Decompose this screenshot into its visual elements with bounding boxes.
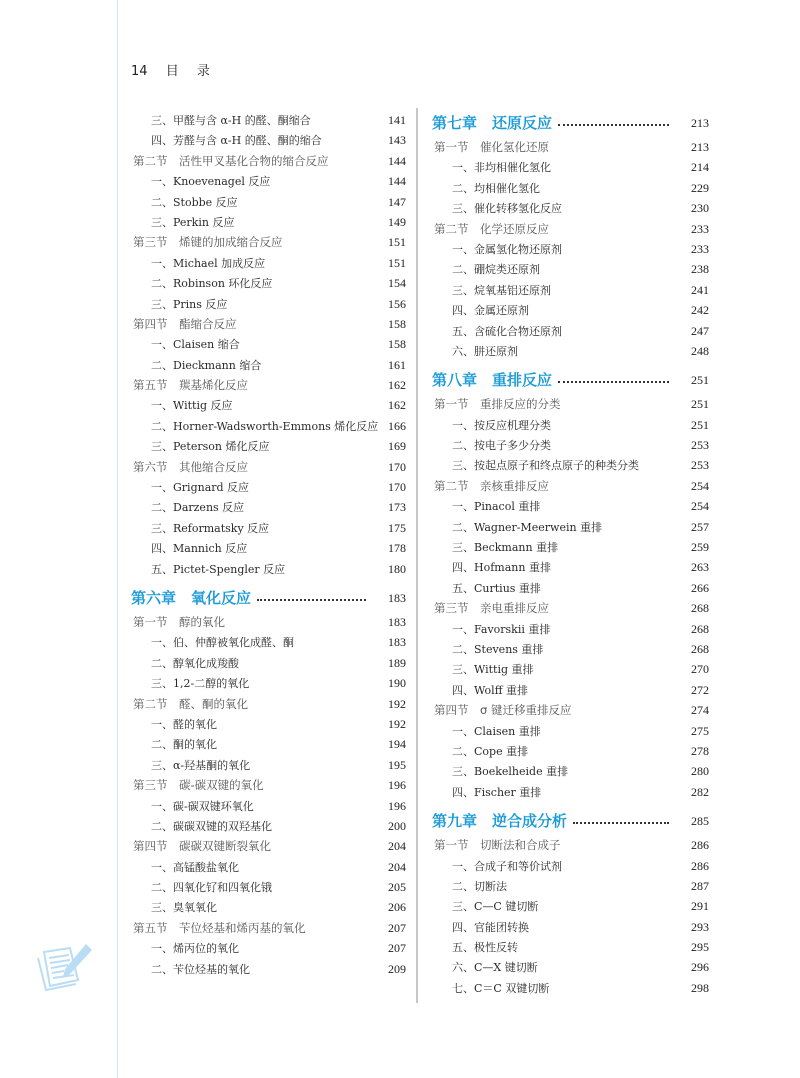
toc-page-number: 268 xyxy=(691,601,709,616)
toc-page-number: 293 xyxy=(691,919,709,934)
toc-entry-title: 第四节 σ 键迁移重排反应 xyxy=(434,703,572,718)
toc-entry-title: 第一节 切断法和合成子 xyxy=(434,838,561,853)
toc-page-number: 254 xyxy=(691,478,709,493)
toc-entry xyxy=(131,355,406,375)
toc-entry xyxy=(432,415,709,435)
header-title-2: 录 xyxy=(196,64,210,79)
toc-entry-title: 一、伯、仲醇被氧化成醛、酮 xyxy=(151,636,294,650)
toc-page-number: 151 xyxy=(388,235,406,250)
toc-right-column xyxy=(432,110,709,998)
toc-entry xyxy=(131,171,406,191)
page-number: 14 xyxy=(131,64,148,79)
toc-page-number: 190 xyxy=(388,676,406,691)
toc-entry xyxy=(131,959,406,979)
toc-page-number: 192 xyxy=(388,696,406,711)
toc-page-number: 286 xyxy=(691,858,709,873)
toc-page-number: 143 xyxy=(388,133,406,148)
toc-entry-title: 三、甲醛与含 α-H 的醛、酮缩合 xyxy=(151,114,311,127)
toc-page-number: 254 xyxy=(691,499,709,514)
dot-leader xyxy=(573,822,669,824)
toc-page-number: 282 xyxy=(691,784,709,799)
toc-entry xyxy=(432,537,709,557)
toc-section xyxy=(432,835,709,855)
toc-page-number: 251 xyxy=(691,373,709,388)
toc-page-number: 213 xyxy=(691,140,709,154)
toc-page-number: 268 xyxy=(691,641,709,656)
toc-page-number: 169 xyxy=(388,439,406,454)
toc-entry xyxy=(432,856,709,876)
toc-page-number: 206 xyxy=(388,900,406,915)
toc-entry xyxy=(131,395,406,415)
toc-page-number: 205 xyxy=(388,880,406,895)
toc-entry xyxy=(131,477,406,497)
toc-entry-title: 三、Reformatsky 反应 xyxy=(151,521,270,535)
toc-entry-title: 三、Beckmann 重排 xyxy=(452,541,559,555)
dot-leader xyxy=(257,599,366,601)
toc-entry xyxy=(131,130,406,150)
toc-entry-title: 六、肼还原剂 xyxy=(452,344,518,358)
toc-page-number: 278 xyxy=(691,743,709,758)
toc-entry-title: 一、Wittig 反应 xyxy=(151,399,233,413)
toc-page-number: 287 xyxy=(691,878,709,893)
toc-entry-title: 二、按电子多少分类 xyxy=(452,439,551,453)
toc-entry xyxy=(432,280,709,300)
toc-page-number: 270 xyxy=(691,662,709,677)
toc-entry-title: 第二节 活性甲叉基化合物的缩合反应 xyxy=(133,153,329,168)
toc-entry-title: 一、醛的氧化 xyxy=(151,717,217,731)
toc-entry-title: 二、醇氧化成羧酸 xyxy=(151,656,239,670)
toc-entry-title: 四、Hofmann 重排 xyxy=(452,561,551,575)
toc-entry-title: 第五节 苄位烃基和烯丙基的氧化 xyxy=(133,920,306,935)
toc-page-number: 204 xyxy=(388,859,406,874)
toc-entry-title: 第三节 碳-碳双键的氧化 xyxy=(133,778,264,793)
toc-chapter xyxy=(432,808,709,834)
toc-entry xyxy=(131,653,406,673)
toc-entry xyxy=(131,192,406,212)
toc-section xyxy=(432,394,709,414)
toc-page-number: 141 xyxy=(388,113,406,127)
toc-entry-title: 三、α-羟基酮的氧化 xyxy=(151,758,251,772)
toc-section xyxy=(131,151,406,171)
toc-page-number: 207 xyxy=(388,920,406,935)
toc-entry xyxy=(131,110,406,130)
toc-section xyxy=(432,700,709,720)
header-title-1: 目 xyxy=(165,64,179,79)
toc-section xyxy=(131,457,406,477)
toc-page-number: 298 xyxy=(691,980,709,995)
toc-entry xyxy=(432,496,709,516)
toc-entry-title: 五、Pictet-Spengler 反应 xyxy=(151,562,286,576)
toc-entry xyxy=(131,897,406,917)
toc-entry xyxy=(432,198,709,218)
toc-entry-title: 二、Cope 重排 xyxy=(452,744,529,758)
toc-page-number: 257 xyxy=(691,519,709,534)
toc-entry xyxy=(432,557,709,577)
toc-entry xyxy=(432,978,709,998)
toc-page-number: 189 xyxy=(388,655,406,670)
toc-chapter xyxy=(131,585,406,611)
toc-page-number: 149 xyxy=(388,214,406,229)
toc-page-number: 291 xyxy=(691,899,709,914)
toc-page-number: 158 xyxy=(388,337,406,352)
toc-page-number: 158 xyxy=(388,316,406,331)
toc-section xyxy=(131,775,406,795)
toc-page-number: 154 xyxy=(388,276,406,291)
toc-page-number: 230 xyxy=(691,201,709,216)
toc-entry xyxy=(432,782,709,802)
toc-page-number: 170 xyxy=(388,480,406,495)
toc-entry xyxy=(432,578,709,598)
toc-entry xyxy=(432,957,709,977)
toc-entry xyxy=(432,937,709,957)
toc-entry-title: 第一节 醇的氧化 xyxy=(133,614,225,629)
toc-page-number: 229 xyxy=(691,180,709,195)
toc-entry xyxy=(432,639,709,659)
toc-entry-title: 第八章 重排反应 xyxy=(432,371,553,390)
toc-entry xyxy=(131,253,406,273)
toc-page-number: 272 xyxy=(691,682,709,697)
toc-page-number: 161 xyxy=(388,357,406,372)
toc-entry xyxy=(131,714,406,734)
toc-entry-title: 第九章 逆合成分析 xyxy=(432,812,568,831)
toc-entry-title: 三、Peterson 烯化反应 xyxy=(151,440,270,454)
toc-entry-title: 三、Wittig 重排 xyxy=(452,663,534,677)
toc-entry-title: 三、C—C 键切断 xyxy=(452,900,539,914)
toc-entry-title: 一、烯丙位的氧化 xyxy=(151,942,239,956)
toc-entry xyxy=(432,917,709,937)
toc-entry xyxy=(131,497,406,517)
column-divider xyxy=(416,108,418,1003)
margin-line xyxy=(117,0,118,1078)
toc-entry xyxy=(432,761,709,781)
toc-page-number: 196 xyxy=(388,798,406,813)
toc-entry xyxy=(432,517,709,537)
toc-entry-title: 五、Curtius 重排 xyxy=(452,581,541,595)
toc-entry-title: 第五节 羰基烯化反应 xyxy=(133,378,248,393)
toc-entry xyxy=(432,239,709,259)
toc-entry xyxy=(131,436,406,456)
toc-page-number: 147 xyxy=(388,194,406,209)
toc-left-column xyxy=(131,110,406,979)
toc-entry-title: 第四节 酯缩合反应 xyxy=(133,316,237,331)
toc-entry-title: 第七章 还原反应 xyxy=(432,114,553,132)
toc-entry-title: 二、Horner-Wadsworth-Emmons 烯化反应 xyxy=(151,419,379,433)
toc-entry xyxy=(131,877,406,897)
toc-entry xyxy=(131,734,406,754)
toc-entry-title: 三、按起点原子和终点原子的种类分类 xyxy=(452,459,639,473)
toc-entry-title: 一、高锰酸盐氧化 xyxy=(151,860,239,874)
toc-section xyxy=(432,476,709,496)
toc-page-number: 204 xyxy=(388,839,406,854)
toc-entry xyxy=(131,273,406,293)
toc-entry xyxy=(432,876,709,896)
toc-page-number: 214 xyxy=(691,160,709,175)
toc-entry-title: 一、Favorskii 重排 xyxy=(452,622,551,636)
toc-entry xyxy=(131,796,406,816)
toc-entry-title: 一、非均相催化氢化 xyxy=(452,161,551,175)
toc-page-number: 266 xyxy=(691,580,709,595)
toc-entry xyxy=(131,212,406,232)
toc-entry-title: 第三节 亲电重排反应 xyxy=(434,601,549,616)
toc-entry xyxy=(432,300,709,320)
toc-section xyxy=(131,612,406,632)
toc-entry-title: 三、臭氧氧化 xyxy=(151,901,217,915)
toc-entry-title: 二、Wagner-Meerwein 重排 xyxy=(452,520,603,534)
toc-entry-title: 二、硼烷类还原剂 xyxy=(452,263,540,277)
page-header xyxy=(131,60,210,79)
toc-page-number: 286 xyxy=(691,838,709,853)
toc-section xyxy=(432,137,709,157)
toc-entry-title: 四、Wolff 重排 xyxy=(452,683,529,697)
toc-section xyxy=(131,836,406,856)
toc-page-number: 183 xyxy=(388,635,406,650)
toc-entry xyxy=(432,435,709,455)
toc-page-number: 183 xyxy=(388,590,406,605)
toc-entry-title: 三、Perkin 反应 xyxy=(151,215,235,229)
toc-page-number: 280 xyxy=(691,764,709,779)
toc-entry xyxy=(131,416,406,436)
toc-entry-title: 二、Robinson 环化反应 xyxy=(151,277,273,291)
toc-entry-title: 二、Darzens 反应 xyxy=(151,501,245,515)
toc-page-number: 196 xyxy=(388,778,406,793)
toc-page-number: 263 xyxy=(691,560,709,575)
toc-entry xyxy=(432,680,709,700)
toc-entry xyxy=(131,334,406,354)
toc-page-number: 173 xyxy=(388,500,406,515)
toc-page-number: 194 xyxy=(388,737,406,752)
toc-chapter xyxy=(432,367,709,393)
toc-entry-title: 二、切断法 xyxy=(452,879,507,893)
toc-entry-title: 第二节 化学还原反应 xyxy=(434,221,549,236)
toc-entry xyxy=(432,896,709,916)
toc-section xyxy=(131,918,406,938)
toc-entry-title: 一、Michael 加成反应 xyxy=(151,256,266,270)
toc-entry-title: 三、1,2-二醇的氧化 xyxy=(151,677,250,691)
toc-section xyxy=(432,598,709,618)
toc-page-number: 170 xyxy=(388,459,406,474)
toc-entry-title: 二、碳碳双键的双羟基化 xyxy=(151,819,272,833)
toc-page-number: 151 xyxy=(388,255,406,270)
toc-entry-title: 一、Grignard 反应 xyxy=(151,481,250,495)
toc-entry-title: 六、C—X 键切断 xyxy=(452,961,538,975)
toc-entry xyxy=(131,673,406,693)
toc-entry xyxy=(432,741,709,761)
toc-page-number: 242 xyxy=(691,303,709,318)
toc-entry-title: 三、Boekelheide 重排 xyxy=(452,765,569,779)
toc-entry-title: 第六章 氧化反应 xyxy=(131,588,252,607)
toc-entry xyxy=(432,321,709,341)
toc-entry-title: 四、Fischer 重排 xyxy=(452,785,542,799)
toc-page-number: 209 xyxy=(388,961,406,976)
toc-entry-title: 二、苄位烃基的氧化 xyxy=(151,962,250,976)
toc-page-number: 200 xyxy=(388,818,406,833)
toc-entry xyxy=(131,559,406,579)
toc-entry-title: 第六节 其他缩合反应 xyxy=(133,459,248,474)
toc-page-number: 233 xyxy=(691,221,709,236)
toc-entry-title: 五、极性反转 xyxy=(452,941,518,955)
toc-page-number: 268 xyxy=(691,621,709,636)
toc-page-number: 285 xyxy=(691,814,709,829)
toc-section xyxy=(432,219,709,239)
toc-entry xyxy=(131,294,406,314)
toc-entry xyxy=(432,259,709,279)
toc-entry-title: 第四节 碳碳双键断裂氧化 xyxy=(133,839,271,854)
toc-page-number: 247 xyxy=(691,323,709,338)
toc-page-number: 248 xyxy=(691,343,709,358)
toc-entry-title: 一、Claisen 重排 xyxy=(452,724,541,738)
toc-page-number: 238 xyxy=(691,262,709,277)
toc-page-number: 178 xyxy=(388,541,406,556)
toc-page-number: 275 xyxy=(691,723,709,738)
toc-chapter xyxy=(432,110,709,136)
toc-entry xyxy=(432,455,709,475)
toc-entry-title: 第二节 醛、酮的氧化 xyxy=(133,696,248,711)
toc-page-number: 162 xyxy=(388,378,406,393)
toc-entry xyxy=(432,721,709,741)
toc-entry-title: 第一节 催化氢化还原 xyxy=(434,140,549,154)
toc-page-number: 259 xyxy=(691,540,709,555)
toc-entry-title: 二、酮的氧化 xyxy=(151,738,217,752)
toc-entry-title: 一、Knoevenagel 反应 xyxy=(151,175,271,189)
toc-entry-title: 第一节 重排反应的分类 xyxy=(434,397,561,412)
toc-page-number: 192 xyxy=(388,716,406,731)
toc-page-number: 296 xyxy=(691,960,709,975)
toc-entry-title: 一、碳-碳双键环氧化 xyxy=(151,799,254,813)
notebook-pencil-icon xyxy=(34,940,94,1000)
toc-entry-title: 二、Dieckmann 缩合 xyxy=(151,358,262,372)
toc-entry-title: 三、烷氧基铝还原剂 xyxy=(452,283,551,297)
toc-page-number: 213 xyxy=(691,116,709,130)
toc-page-number: 241 xyxy=(691,282,709,297)
toc-page-number: 253 xyxy=(691,458,709,473)
dot-leader xyxy=(558,381,669,383)
toc-page-number: 183 xyxy=(388,614,406,629)
toc-section xyxy=(131,375,406,395)
toc-section xyxy=(131,694,406,714)
toc-entry xyxy=(131,816,406,836)
toc-entry-title: 四、官能团转换 xyxy=(452,920,529,934)
toc-entry-title: 一、合成子和等价试剂 xyxy=(452,859,562,873)
toc-page-number: 295 xyxy=(691,940,709,955)
toc-entry xyxy=(432,178,709,198)
toc-page-number: 274 xyxy=(691,703,709,718)
toc-entry-title: 一、Pinacol 重排 xyxy=(452,500,541,514)
toc-entry xyxy=(432,341,709,361)
toc-page-number: 166 xyxy=(388,418,406,433)
toc-page-number: 180 xyxy=(388,561,406,576)
toc-page-number: 144 xyxy=(388,153,406,168)
dot-leader xyxy=(558,124,669,126)
toc-entry-title: 第二节 亲核重排反应 xyxy=(434,478,549,493)
toc-page-number: 207 xyxy=(388,941,406,956)
toc-entry xyxy=(131,755,406,775)
toc-page-number: 251 xyxy=(691,417,709,432)
toc-page-number: 233 xyxy=(691,241,709,256)
toc-entry xyxy=(131,518,406,538)
toc-entry-title: 一、金属氢化物还原剂 xyxy=(452,242,562,256)
toc-entry-title: 二、均相催化氢化 xyxy=(452,181,540,195)
toc-page-number: 251 xyxy=(691,397,709,412)
toc-entry-title: 二、Stobbe 反应 xyxy=(151,195,238,209)
toc-entry-title: 一、按反应机理分类 xyxy=(452,418,551,432)
toc-page-number: 253 xyxy=(691,438,709,453)
toc-page-number: 162 xyxy=(388,398,406,413)
toc-entry-title: 一、Claisen 缩合 xyxy=(151,338,240,352)
toc-entry-title: 五、含硫化合物还原剂 xyxy=(452,324,562,338)
toc-page-number: 175 xyxy=(388,520,406,535)
toc-entry xyxy=(432,659,709,679)
toc-entry xyxy=(131,938,406,958)
toc-entry-title: 二、四氧化钌和四氧化锇 xyxy=(151,881,272,895)
toc-entry-title: 三、催化转移氢化反应 xyxy=(452,202,562,216)
toc-entry-title: 四、金属还原剂 xyxy=(452,304,529,318)
toc-entry xyxy=(131,538,406,558)
toc-entry-title: 四、Mannich 反应 xyxy=(151,542,248,556)
toc-entry-title: 七、C＝C 双键切断 xyxy=(452,981,550,995)
toc-entry-title: 第三节 烯键的加成缩合反应 xyxy=(133,235,283,250)
toc-page-number: 156 xyxy=(388,296,406,311)
toc-section xyxy=(131,314,406,334)
toc-entry xyxy=(432,619,709,639)
toc-page-number: 195 xyxy=(388,757,406,772)
toc-entry xyxy=(131,857,406,877)
toc-section xyxy=(131,232,406,252)
toc-entry-title: 三、Prins 反应 xyxy=(151,297,228,311)
toc-entry xyxy=(131,632,406,652)
toc-entry-title: 四、芳醛与含 α-H 的醛、酮的缩合 xyxy=(151,134,322,148)
toc-entry-title: 二、Stevens 重排 xyxy=(452,642,544,656)
toc-entry xyxy=(432,157,709,177)
toc-page-number: 144 xyxy=(388,174,406,189)
